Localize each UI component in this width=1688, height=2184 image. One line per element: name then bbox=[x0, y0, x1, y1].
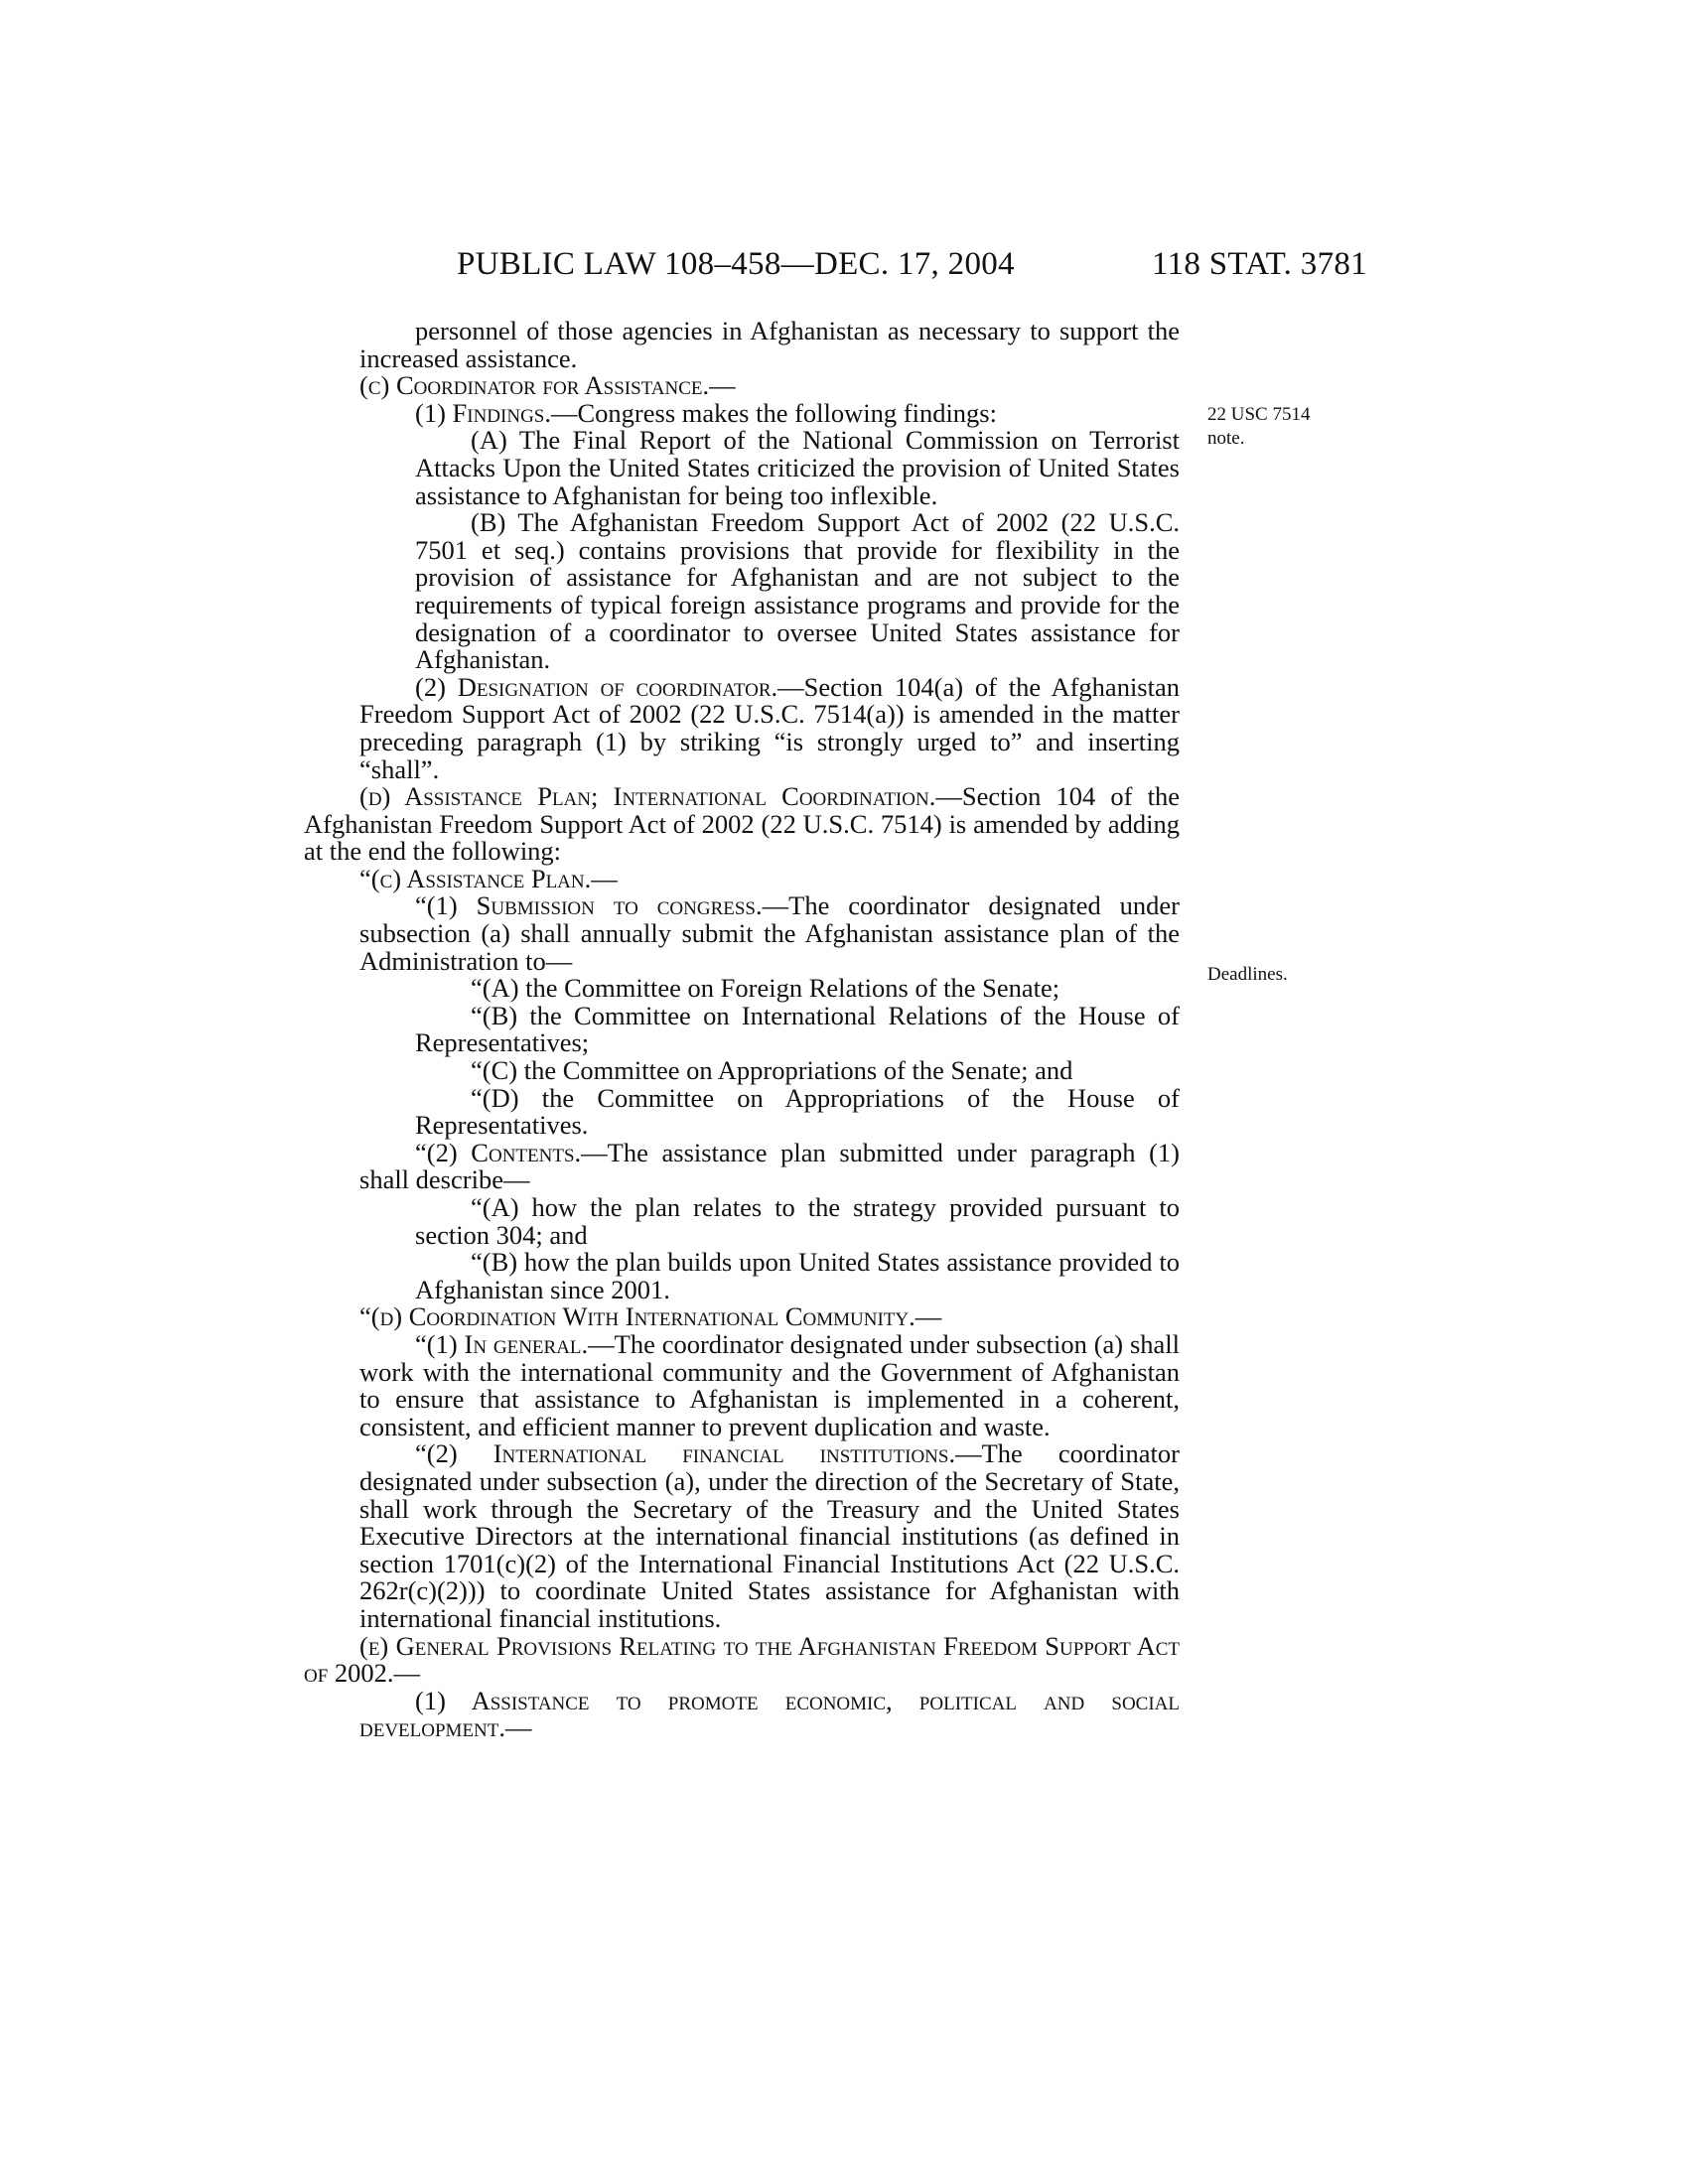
statute-paragraph bbox=[304, 1249, 1180, 1303]
paragraph-heading: “(d) Coordination With International Community.— bbox=[359, 1301, 942, 1332]
statute-paragraph bbox=[304, 509, 1180, 674]
paragraph-heading: “(1) Submission to congress.— bbox=[415, 890, 789, 921]
margin-note-deadlines: Deadlines. bbox=[1207, 964, 1288, 985]
paragraph-heading: (1) Assistance to promote economic, political and social development.— bbox=[359, 1685, 1180, 1743]
statute-paragraph bbox=[304, 1082, 1180, 1141]
statute-paragraph bbox=[304, 1303, 1180, 1331]
paragraph-text: The coordinator designated under subsection (a) shall work with the international community and the Government of Afghanistan to ensure that assistance to Afghanistan is implemented in a coherent, consistent, and efficient manner to prevent duplication and waste. bbox=[359, 1328, 1180, 1441]
paragraph-heading: “(c) Assistance Plan.— bbox=[359, 863, 618, 893]
paragraph-text: “(A) how the plan relates to the strategy provided pursuant to section 304; and bbox=[415, 1192, 1180, 1250]
paragraph-text: personnel of those agencies in Afghanistan as necessary to support the increased assistance. bbox=[359, 316, 1180, 373]
statute-paragraph bbox=[304, 892, 1180, 975]
statute-body bbox=[304, 318, 1180, 1742]
margin-note-usc bbox=[1207, 403, 1310, 451]
statute-paragraph bbox=[304, 1057, 1180, 1085]
paragraph-text: Section 104 of the Afghanistan Freedom Support Act of 2002 (22 U.S.C. 7514) is amended by adding at the end the following: bbox=[304, 781, 1180, 867]
statute-paragraph bbox=[304, 1630, 1180, 1689]
paragraph-text: Section 104(a) of the Afghanistan Freedom Support Act of 2002 (22 U.S.C. 7514(a)) is amended in the matter preceding paragraph (1) by striking “is strongly urged to” and inserting “shall”. bbox=[359, 671, 1180, 784]
paragraph-heading: (c) Coordinator for Assistance.— bbox=[359, 370, 736, 401]
running-header-law: PUBLIC LAW 108–458—DEC. 17, 2004 bbox=[457, 246, 1015, 282]
paragraph-text: (A) The Final Report of the National Commission on Terrorist Attacks Upon the United States criticized the provision of United States assistance to Afghanistan for being too inflexible. bbox=[415, 425, 1180, 510]
statute-paragraph bbox=[304, 1194, 1180, 1249]
paragraph-heading: “(1) In general.— bbox=[415, 1328, 615, 1359]
running-header-stat: 118 STAT. 3781 bbox=[1152, 246, 1367, 282]
statute-paragraph bbox=[304, 372, 1180, 400]
statute-paragraph bbox=[304, 783, 1180, 866]
paragraph-text: The coordinator designated under subsection (a) shall annually submit the Afghanistan assistance plan of the Administration to— bbox=[359, 890, 1181, 976]
paragraph-heading: “(2) Contents.— bbox=[415, 1137, 608, 1167]
statute-paragraph bbox=[304, 671, 1180, 784]
paragraph-heading: (1) Findings.— bbox=[415, 397, 578, 428]
paragraph-text: The assistance plan submitted under paragraph (1) shall describe— bbox=[359, 1137, 1180, 1195]
statute-paragraph bbox=[304, 318, 1180, 372]
paragraph-heading: (2) Designation of coordinator.— bbox=[415, 671, 804, 702]
statute-paragraph bbox=[304, 397, 1180, 428]
paragraph-text: “(A) the Committee on Foreign Relations of the Senate; bbox=[471, 973, 1060, 1004]
paragraph-text: “(B) the Committee on International Relations of the House of Representatives; bbox=[415, 1000, 1180, 1058]
paragraph-heading: (e) General Provisions Relating to the Afghanistan Freedom Support Act of 2002.— bbox=[304, 1630, 1180, 1689]
statute-paragraph bbox=[304, 1328, 1180, 1441]
statute-paragraph bbox=[304, 975, 1180, 1003]
paragraph-text: The coordinator designated under subsection (a), under the direction of the Secretary of State, shall work through the Secretary of the Treasury and the United States Executive Directors at the international financial institutions (as defined in section 1701(c)(2) of the International Financial Institutions Act (22 U.S.C. 262r(c)(2))) to coordinate United States assistance for Afghanistan with international financial institutions. bbox=[359, 1438, 1180, 1633]
statute-paragraph bbox=[304, 1000, 1180, 1058]
statute-paragraph bbox=[304, 1440, 1180, 1632]
paragraph-heading: “(2) International financial institutions.— bbox=[415, 1438, 982, 1469]
margin-note-usc-line1: 22 USC 7514 bbox=[1207, 404, 1311, 425]
paragraph-text: “(C) the Committee on Appropriations of the Senate; and bbox=[471, 1055, 1073, 1086]
statute-paragraph bbox=[304, 1137, 1180, 1195]
statute-paragraph bbox=[304, 863, 1180, 893]
statute-paragraph bbox=[304, 427, 1180, 509]
paragraph-heading: (d) Assistance Plan; International Coordination.— bbox=[359, 781, 962, 812]
paragraph-text: “(B) how the plan builds upon United States assistance provided to Afghanistan since 2001. bbox=[415, 1247, 1180, 1304]
statute-paragraph bbox=[304, 1685, 1180, 1743]
paragraph-text: “(D) the Committee on Appropriations of the House of Representatives. bbox=[415, 1082, 1180, 1141]
margin-note-usc-line2: note. bbox=[1207, 428, 1245, 449]
paragraph-text: (B) The Afghanistan Freedom Support Act of 2002 (22 U.S.C. 7501 et seq.) contains provisions that provide for flexibility in the provision of assistance for Afghanistan and are not subject to the requirements of typical foreign assistance programs and provide for the designation of a coordinator to oversee United States assistance for Afghanistan. bbox=[415, 507, 1180, 675]
paragraph-text: Congress makes the following findings: bbox=[577, 397, 997, 428]
